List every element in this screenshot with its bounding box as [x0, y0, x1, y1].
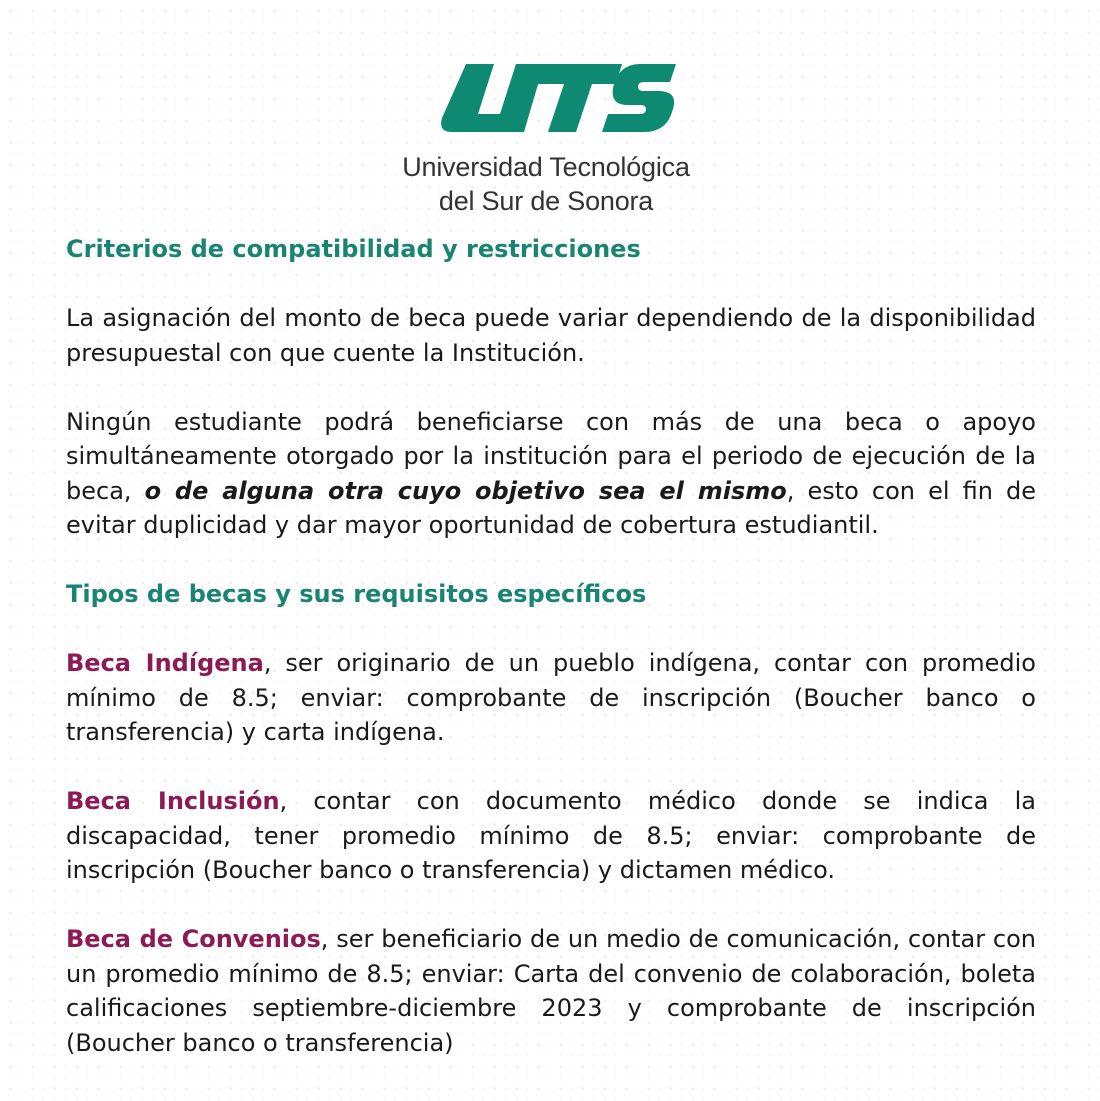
- beca-name-indigena: Beca Indígena: [66, 649, 264, 677]
- beca-name-convenios: Beca de Convenios: [66, 925, 321, 953]
- paragraph-asignacion: La asignación del monto de beca puede variar dependiendo de la disponibilidad presupuestal con que cuente la Institución.: [66, 304, 1036, 367]
- logo-university-line2: del Sur de Sonora: [438, 186, 654, 216]
- university-logo: [380, 58, 720, 218]
- section-heading-tipos-becas: Tipos de becas y sus requisitos específicos: [66, 580, 647, 608]
- logo-letter-u: [441, 64, 544, 132]
- paragraph-restriccion-text-1: Ningún estudiante podrá beneficiarse con más de una beca o apoyo simultáneamente otorgado por la institución para el periodo de ejecución de la beca,: [66, 407, 1036, 505]
- beca-text-convenios: , ser beneficiario de un medio de comunicación, contar con un promedio mínimo de 8.5; enviar: Carta del convenio de colaboración, boleta calificaciones septiembre-diciembre 2023 y comprobante de inscripción (Boucher banco o transferencia): [66, 925, 1037, 1057]
- beca-text-indigena: , ser originario de un pueblo indígena, contar con promedio mínimo de 8.5; enviar: comprobante de inscripción (Boucher banco o transferencia) y carta indígena.: [66, 649, 1036, 746]
- beca-item-convenios: [66, 922, 1036, 1060]
- logo-university-line1: Universidad Tecnológica: [402, 152, 690, 182]
- beca-item-inclusion: [66, 784, 1036, 888]
- beca-text-inclusion: , contar con documento médico donde se indica la discapacidad, tener promedio mínimo de 8.5; enviar: comprobante de inscripción (Boucher banco o transferencia) y dictamen médico.: [66, 787, 1036, 884]
- paragraph-restriccion: [66, 405, 1036, 543]
- beca-name-inclusion: Beca Inclusión: [66, 787, 280, 815]
- paragraph-restriccion-emphasis: o de alguna otra cuyo objetivo sea el mismo: [144, 476, 787, 505]
- section-heading-criterios: Criterios de compatibilidad y restricciones: [66, 235, 641, 263]
- paragraph-restriccion-text-2: , esto con el fin de evitar duplicidad y dar mayor oportunidad de cobertura estudiantil.: [66, 476, 1036, 539]
- uts-logo-mark: [438, 58, 678, 138]
- document-body: [66, 232, 1036, 1060]
- beca-item-indigena: [66, 646, 1036, 750]
